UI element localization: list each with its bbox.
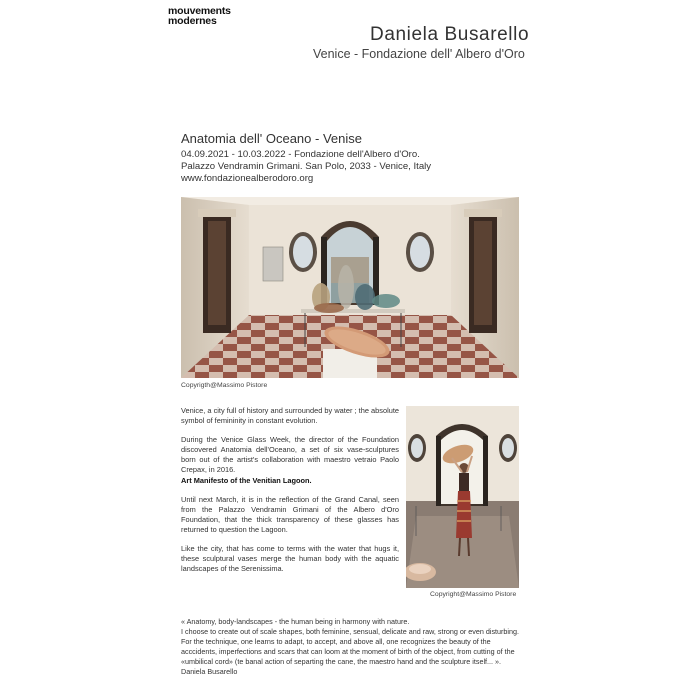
logo-line-1: mouvements <box>168 5 231 17</box>
logo[interactable] <box>168 6 231 26</box>
manifesto-heading: Art Manifesto of the Venitian Lagoon. <box>181 475 312 485</box>
paragraph-discovery-text: During the Venice Glass Week, the director of the Foundation discovered Anatomia dell'Oceano, a set of six vase-sculptures born out of the artist's collaboration with maestro vetraio Paolo Crepax, in 2016. <box>181 435 399 475</box>
paragraph-intro: Venice, a city full of history and surrounded by water ; the absolute symbol of femininity in constant evolution. <box>181 406 399 426</box>
logo-line-2: modernes <box>168 15 217 27</box>
paragraph-city: Like the city, that has come to terms with the water that hugs it, these sculptural vases merge the human body with the aquatic landscapes of the Serenissima. <box>181 544 399 574</box>
exhibition-details <box>181 149 431 186</box>
paragraph-discovery <box>181 435 399 485</box>
venue-subtitle: Venice - Fondazione dell' Albero d'Oro <box>313 47 525 61</box>
photo-credit-side: Copyright@Massimo Pistore <box>430 591 517 598</box>
exhibition-address: Palazzo Vendramin Grimani. San Polo, 2033 - Venice, Italy <box>181 161 432 173</box>
gallery-photo <box>181 197 519 378</box>
article-body <box>181 406 399 583</box>
exhibition-dates: 04.09.2021 - 10.03.2022 - Fondazione dell'Albero d'Oro. <box>181 149 420 160</box>
quote-text: I choose to create out of scale shapes, both feminine, sensual, delicate and raw, strong or even disturbing. For the technique, one learns to adapt, to accept, and above all, one recognizes the beauty of the acccidents, imperfections and scars that can loom at the moment of birth of the object, from cutting of the «umbilical cord» (te banal action of separting the cane, the maestro hand and the sculpture itself... ». <box>181 626 520 666</box>
paragraph-grand-canal: Until next March, it is in the reflection of the Grand Canal, seen from the Palazzo Vendramin Grimani of the Albero d'Oro Foundation, that the thick transparency of these glasses has returned to question the Lagoon. <box>181 494 399 534</box>
photo-credit-main: Copyrigth@Massimo Pistore <box>181 382 268 389</box>
artist-quote <box>181 617 521 676</box>
artist-photo <box>406 406 519 588</box>
exhibition-title: Anatomia dell' Oceano - Venise <box>181 131 362 146</box>
exhibition-website-link[interactable]: www.fondazionealberodoro.org <box>181 173 314 185</box>
quote-signature: Daniela Busarello <box>181 666 238 676</box>
artist-name: Daniela Busarello <box>370 24 530 45</box>
quote-line-1: « Anatomy, body-landscapes - the human being in harmony with nature. <box>181 617 410 626</box>
